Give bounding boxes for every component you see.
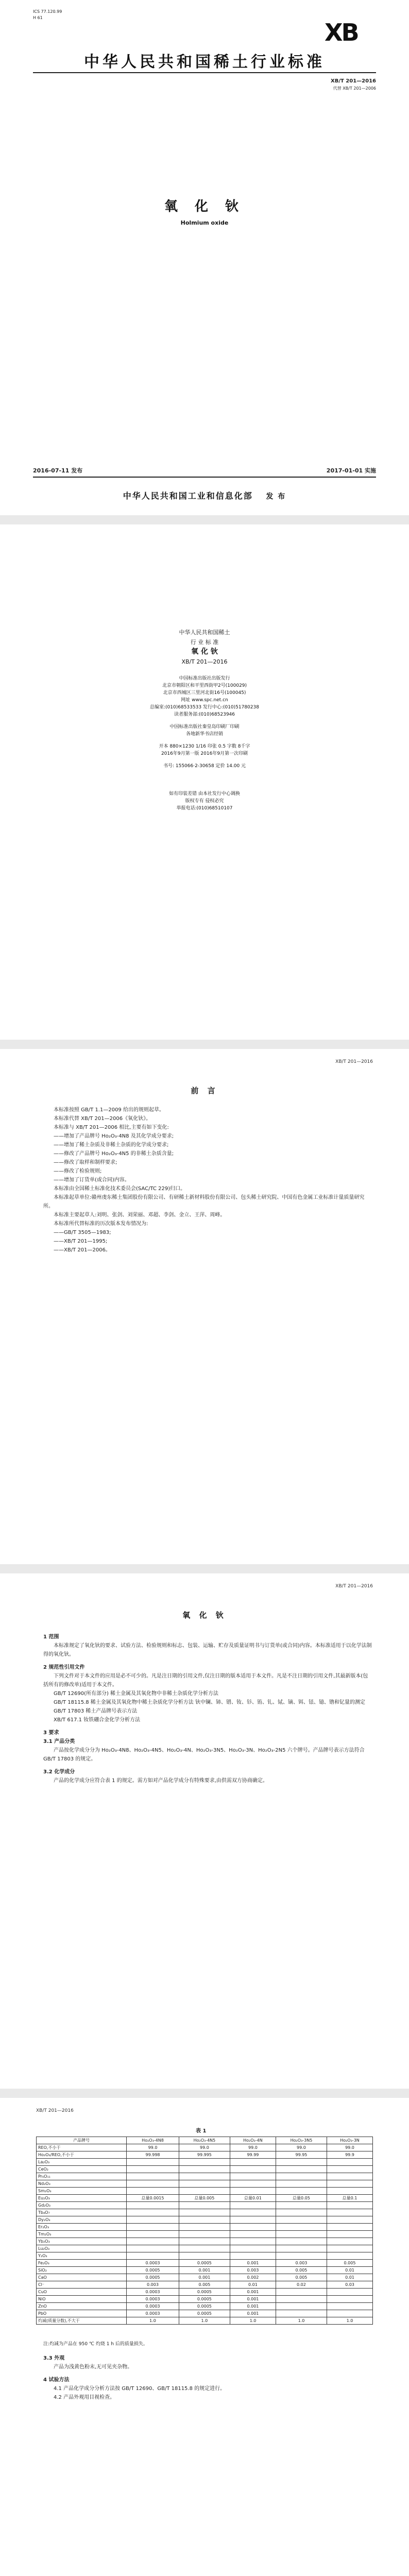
composition-cell: REO,不小于: [37, 2144, 127, 2151]
page-gap: [0, 2089, 409, 2098]
composition-cell: [276, 2216, 327, 2224]
composition-cell: 0.0003: [127, 2310, 179, 2317]
composition-table-row: [37, 2317, 373, 2325]
xb-logo: XB: [325, 19, 358, 46]
composition-cell: 0.0005: [179, 2260, 230, 2267]
composition-cell: [230, 2202, 276, 2209]
publisher-line: 北京市朝阳区和平里西街甲2号(100029): [162, 683, 247, 688]
composition-cell: [179, 2166, 230, 2173]
composition-cell: 0.001: [230, 2260, 276, 2267]
composition-cell: 0.001: [230, 2296, 276, 2303]
composition-cell: [276, 2173, 327, 2180]
composition-cell: [276, 2289, 327, 2296]
composition-table-row: [37, 2296, 373, 2303]
body-paragraph: 4.2 产品外观用目视检查。: [54, 2395, 115, 2400]
body-paragraph: 下列文件对于本文件的应用是必不可少的。凡是注日期的引用文件,仅注日期的版本适用于本文件。凡是不注日期的引用文件,其最新版本(包括所有的修改单)适用于本文件。: [43, 1673, 368, 1688]
composition-cell: [179, 2159, 230, 2166]
body-paragraph: 产品按化学成分分为 Ho₂O₃-4N8、Ho₂O₃-4N5、Ho₂O₃-4N、Ho₂O₃-3N5、Ho₂O₃-3N、Ho₂O₃-2N5 六个牌号。产品牌号表示方法符合 GB/T 17803 的规定。: [43, 1748, 365, 1762]
composition-cell: Eu₂O₃: [37, 2195, 127, 2202]
foreword-para: ——增加了产品牌号 Ho₂O₃-4N8 及其化学成分要求;: [54, 1133, 174, 1139]
composition-cell: [327, 2166, 372, 2173]
composition-cell: [327, 2202, 372, 2209]
composition-cell: [276, 2231, 327, 2238]
composition-cell: [179, 2245, 230, 2252]
foreword-para: ——增加了稀土杂质及非稀土杂质的化学成分要求;: [54, 1142, 169, 1148]
composition-cell: 1.0: [276, 2317, 327, 2325]
composition-cell: 0.01: [327, 2274, 372, 2281]
issuer-suffix: 发 布: [266, 493, 286, 501]
foreword-para: 本标准主要起草人:刘明、张剑、刘荣丽、邓超、李剑、金立、王萍、周峰。: [54, 1212, 226, 1218]
page-header: XB/T 201—2016: [335, 1584, 373, 1589]
page-gap: [0, 1040, 409, 1049]
composition-cell: SiO₂: [37, 2267, 127, 2274]
composition-table-head: [37, 2137, 373, 2144]
page-header: XB/T 201—2016: [36, 2108, 74, 2113]
composition-head-cell: Ho₂O₃-4N: [230, 2137, 276, 2144]
composition-table-row: [37, 2231, 373, 2238]
composition-cell: 99.0: [230, 2144, 276, 2151]
composition-cell: [127, 2166, 179, 2173]
composition-cell: 99.995: [179, 2151, 230, 2159]
issuer-line: [0, 489, 409, 501]
composition-cell: 0.01: [230, 2281, 276, 2289]
composition-cell: [230, 2209, 276, 2216]
composition-table-body: [37, 2137, 373, 2325]
publisher-line: 各地新华书店经销: [185, 732, 223, 737]
composition-cell: [127, 2202, 179, 2209]
composition-head-cell: Ho₂O₃-4N5: [179, 2137, 230, 2144]
notice-line: 如有印装差错 由本社发行中心调换: [169, 791, 240, 796]
composition-cell: [127, 2216, 179, 2224]
composition-cell: 0.001: [230, 2289, 276, 2296]
composition-cell: CaO: [37, 2274, 127, 2281]
composition-cell: [127, 2180, 179, 2188]
composition-cell: [276, 2180, 327, 2188]
composition-cell: [276, 2245, 327, 2252]
composition-cell: Y₂O₃: [37, 2252, 127, 2260]
composition-cell: NiO: [37, 2296, 127, 2303]
foreword-para: ——GB/T 3505—1983;: [54, 1230, 111, 1235]
composition-cell: [230, 2238, 276, 2245]
format-line: 2016年9月第一版 2016年9月第一次印刷: [161, 751, 248, 756]
composition-table-row: [37, 2245, 373, 2252]
imprint-line: 行 业 标 准: [190, 639, 219, 646]
composition-table-row: [37, 2159, 373, 2166]
replaces-note: 代替 XB/T 201—2006: [333, 86, 376, 91]
composition-cell: Cl⁻: [37, 2281, 127, 2289]
composition-cell: 0.0005: [127, 2274, 179, 2281]
page-header: XB/T 201—2016: [335, 1059, 373, 1064]
composition-cell: 1.0: [327, 2317, 372, 2325]
composition-head-cell: 产品牌号: [37, 2137, 127, 2144]
imprint-line: 中华人民共和国稀土: [179, 629, 230, 636]
composition-cell: [230, 2173, 276, 2180]
composition-cell: 0.0003: [127, 2296, 179, 2303]
composition-cell: [127, 2188, 179, 2195]
composition-cell: [230, 2166, 276, 2173]
composition-cell: 0.01: [327, 2267, 372, 2274]
foreword-para: ——修改了检验规则;: [54, 1168, 102, 1174]
publisher-line: 网址 www.spc.net.cn: [181, 698, 228, 703]
composition-cell: 1.0: [230, 2317, 276, 2325]
composition-cell: Ho₂O₃/REO,不小于: [37, 2151, 127, 2159]
composition-cell: 0.005: [276, 2274, 327, 2281]
composition-cell: 99.0: [127, 2144, 179, 2151]
composition-cell: [327, 2289, 372, 2296]
foreword-para: 本标准所代替标准的历次版本发布情况为:: [54, 1221, 148, 1227]
composition-cell: 99.0: [276, 2144, 327, 2151]
composition-cell: [179, 2216, 230, 2224]
cover-page: [0, 0, 409, 515]
composition-cell: [230, 2216, 276, 2224]
composition-cell: [327, 2224, 372, 2231]
composition-table-row: [37, 2180, 373, 2188]
composition-cell: [276, 2238, 327, 2245]
composition-cell: Gd₂O₃: [37, 2202, 127, 2209]
composition-cell: [230, 2231, 276, 2238]
composition-cell: 0.0003: [127, 2260, 179, 2267]
table-followup: [43, 2340, 373, 2402]
implement-date: 2017-01-01 实施: [326, 467, 376, 474]
composition-cell: 0.003: [230, 2267, 276, 2274]
composition-cell: [327, 2296, 372, 2303]
foreword-para: 本标准与 XB/T 201—2006 相比,主要有如下变化:: [54, 1125, 169, 1130]
foreword-para: 本标准按照 GB/T 1.1—2009 给出的规则起草。: [54, 1107, 164, 1113]
composition-cell: [179, 2224, 230, 2231]
composition-cell: [327, 2209, 372, 2216]
page-gap: [0, 515, 409, 524]
composition-cell: [276, 2296, 327, 2303]
composition-cell: Pr₆O₁₁: [37, 2173, 127, 2180]
isbn-line: 书号: 155066·2-30658 定价 14.00 元: [163, 764, 246, 769]
table-note: 注:灼减为产品在 950 ℃ 灼烧 1 h 后的质量损失。: [43, 2342, 148, 2347]
page-gap: [0, 1564, 409, 1573]
foreword-para: ——修改了取样和制样要求;: [54, 1160, 117, 1165]
composition-cell: [179, 2180, 230, 2188]
composition-cell: [230, 2188, 276, 2195]
composition-table-row: [37, 2310, 373, 2317]
composition-table-row: [37, 2173, 373, 2180]
composition-cell: 0.002: [230, 2274, 276, 2281]
foreword-para: ——增加了订货单(或合同)内容。: [54, 1177, 130, 1183]
composition-cell: Sm₂O₃: [37, 2188, 127, 2195]
composition-cell: 0.0003: [127, 2303, 179, 2310]
composition-cell: [327, 2231, 372, 2238]
publisher-line: 总编室:(010)68533533 发行中心:(010)51780238: [150, 705, 259, 710]
ics-code: ICS 77.120.99: [33, 9, 62, 14]
composition-cell: [127, 2159, 179, 2166]
composition-cell: CeO₂: [37, 2166, 127, 2173]
country-standard-title: 中华人民共和国稀土行业标准: [84, 53, 325, 71]
body-text: [43, 1633, 373, 1785]
publisher-line: 中国标准出版社出版发行: [179, 676, 230, 681]
body-page: [0, 1573, 409, 2089]
composition-cell: 0.001: [179, 2267, 230, 2274]
composition-cell: 总量0.05: [276, 2195, 327, 2202]
body-title: 氧 化 钬: [182, 1611, 227, 1620]
composition-table-row: [37, 2303, 373, 2310]
composition-cell: [276, 2209, 327, 2216]
composition-cell: 1.0: [179, 2317, 230, 2325]
composition-cell: [276, 2252, 327, 2260]
composition-cell: [276, 2310, 327, 2317]
composition-cell: [127, 2245, 179, 2252]
section-heading: 3 要求: [43, 1730, 59, 1736]
composition-cell: [327, 2310, 372, 2317]
composition-cell: [276, 2224, 327, 2231]
foreword-para: 本标准代替 XB/T 201—2006《氧化钬》。: [54, 1116, 151, 1122]
notice-line: 版权专有 侵权必究: [185, 799, 224, 804]
composition-head-cell: Ho₂O₃-4N8: [127, 2137, 179, 2144]
reference-item: GB/T 17803 稀土产品牌号表示方法: [54, 1708, 138, 1714]
composition-cell: [230, 2245, 276, 2252]
composition-cell: 99.0: [327, 2144, 372, 2151]
ccs-code: H 61: [33, 15, 43, 20]
composition-cell: [276, 2202, 327, 2209]
composition-cell: [179, 2188, 230, 2195]
foreword-para: ——修改了产品牌号 Ho₂O₃-4N5 的非稀土杂质含量;: [54, 1151, 174, 1157]
composition-cell: [327, 2159, 372, 2166]
composition-cell: [179, 2238, 230, 2245]
composition-cell: 99.998: [127, 2151, 179, 2159]
composition-cell: 99.95: [276, 2151, 327, 2159]
issuer-name: 中华人民共和国工业和信息化部: [123, 491, 253, 501]
foreword-text: [43, 1106, 373, 1255]
imprint-line: 氧 化 钬: [191, 648, 218, 656]
composition-cell: 0.03: [327, 2281, 372, 2289]
composition-cell: [230, 2224, 276, 2231]
composition-table-row: [37, 2202, 373, 2209]
composition-cell: 总量0.0015: [127, 2195, 179, 2202]
composition-table-row: [37, 2260, 373, 2267]
composition-cell: [179, 2231, 230, 2238]
composition-table-row: [37, 2267, 373, 2274]
subsection-heading: 3.1 产品分类: [43, 1739, 75, 1744]
composition-cell: Tb₄O₇: [37, 2209, 127, 2216]
composition-cell: [276, 2188, 327, 2195]
cover-rule-bottom: [33, 477, 376, 478]
composition-cell: La₂O₃: [37, 2159, 127, 2166]
composition-cell: Fe₂O₃: [37, 2260, 127, 2267]
imprint-line: XB/T 201—2016: [181, 658, 228, 665]
composition-cell: 0.003: [127, 2281, 179, 2289]
imprint-block: [0, 628, 409, 812]
composition-head-cell: Ho₂O₃-3N5: [276, 2137, 327, 2144]
composition-cell: [179, 2173, 230, 2180]
composition-head-cell: Ho₂O₃-3N: [327, 2137, 372, 2144]
composition-cell: [179, 2252, 230, 2260]
reference-item: GB/T 18115.8 稀土金属及其氧化物中稀土杂质化学分析方法 钬中镧、铈、镨、钕、钐、铕、钆、铽、镝、铒、铥、镱、镥和钇量的测定: [54, 1700, 365, 1705]
composition-cell: Dy₂O₃: [37, 2216, 127, 2224]
composition-table-row: [37, 2281, 373, 2289]
subsection-heading: 3.3 外观: [43, 2355, 65, 2361]
composition-cell: 总量0.005: [179, 2195, 230, 2202]
reference-item: XB/T 617.1 钕铁硼合金化学分析方法: [54, 1717, 141, 1723]
composition-cell: 灼减(质量分数),不大于: [37, 2317, 127, 2325]
composition-table-row: [37, 2144, 373, 2151]
table-page: [0, 2098, 409, 2576]
composition-cell: 99.0: [179, 2144, 230, 2151]
foreword-para: 本标准起草单位:赣州虔东稀土集团股份有限公司、有研稀土新材料股份有限公司、包头稀土研究院、中国有色金属工业标准计量质量研究所。: [43, 1195, 365, 1209]
body-paragraph: 本标准规定了氧化钬的要求、试验方法、检验规则和标志、包装、运输、贮存及质量证明书与订货单(或合同)内容。本标准适用于以化学法制得的氧化钬。: [43, 1643, 372, 1657]
notice-line: 举报电话:(010)68510107: [176, 806, 233, 811]
composition-cell: 0.001: [230, 2310, 276, 2317]
composition-cell: Er₂O₃: [37, 2224, 127, 2231]
table-caption: 表 1: [196, 2128, 207, 2134]
composition-cell: 0.005: [179, 2281, 230, 2289]
composition-cell: ZnO: [37, 2303, 127, 2310]
composition-cell: 0.003: [276, 2260, 327, 2267]
imprint-page: [0, 524, 409, 1040]
composition-cell: 总量0.1: [327, 2195, 372, 2202]
composition-cell: 99.99: [230, 2151, 276, 2159]
cover-rule-top: [33, 72, 376, 73]
composition-cell: [276, 2159, 327, 2166]
composition-table-row: [37, 2151, 373, 2159]
composition-cell: [327, 2188, 372, 2195]
composition-cell: Lu₂O₃: [37, 2245, 127, 2252]
composition-cell: [230, 2252, 276, 2260]
composition-cell: [327, 2252, 372, 2260]
composition-table-row: [37, 2216, 373, 2224]
foreword-page: [0, 1049, 409, 1564]
composition-table-row: [37, 2209, 373, 2216]
publisher-line: 中国标准出版社秦皇岛印刷厂印刷: [169, 724, 240, 730]
composition-cell: [327, 2216, 372, 2224]
section-heading: 2 规范性引用文件: [43, 1665, 85, 1670]
foreword-title: 前 言: [191, 1086, 218, 1095]
composition-cell: [327, 2238, 372, 2245]
composition-cell: [127, 2238, 179, 2245]
composition-cell: [179, 2209, 230, 2216]
composition-cell: 99.9: [327, 2151, 372, 2159]
composition-table-row: [37, 2166, 373, 2173]
section-heading: 1 范围: [43, 1634, 59, 1640]
subsection-heading: 3.2 化学成分: [43, 1769, 75, 1775]
standard-number: XB/T 201—2016: [331, 78, 376, 84]
composition-cell: [127, 2252, 179, 2260]
composition-cell: [127, 2209, 179, 2216]
composition-cell: [327, 2180, 372, 2188]
composition-cell: Nd₂O₃: [37, 2180, 127, 2188]
composition-table-row: [37, 2274, 373, 2281]
format-line: 开本 880×1230 1/16 印张 0.5 字数 8千字: [159, 744, 250, 749]
composition-table-row: [37, 2289, 373, 2296]
composition-cell: [230, 2180, 276, 2188]
composition-cell: [327, 2173, 372, 2180]
foreword-para: 本标准由全国稀土标准化技术委员会(SAC/TC 229)归口。: [54, 1186, 186, 1192]
composition-cell: 0.02: [276, 2281, 327, 2289]
composition-cell: 0.0005: [179, 2310, 230, 2317]
composition-cell: 0.0005: [179, 2296, 230, 2303]
composition-cell: Yb₂O₃: [37, 2238, 127, 2245]
standard-title-cn: 氧 化 钬: [164, 199, 245, 214]
composition-cell: [179, 2202, 230, 2209]
composition-cell: [127, 2231, 179, 2238]
composition-cell: CuO: [37, 2289, 127, 2296]
composition-cell: 0.001: [179, 2274, 230, 2281]
publisher-line: 北京市西城区三里河北街16号(100045): [163, 690, 246, 696]
publisher-line: 读者服务部:(010)68523946: [174, 712, 235, 717]
standard-title-en: Holmium oxide: [180, 219, 229, 226]
composition-cell: [276, 2303, 327, 2310]
composition-cell: 1.0: [127, 2317, 179, 2325]
composition-cell: [230, 2159, 276, 2166]
reference-item: GB/T 12690(所有部分) 稀土金属及其氧化物中非稀土杂质化学分析方法: [54, 1691, 219, 1697]
foreword-para: ——XB/T 201—2006。: [54, 1247, 111, 1253]
composition-cell: PbO: [37, 2310, 127, 2317]
body-paragraph: 产品为浅黄色粉末,无可见夹杂物。: [54, 2364, 133, 2370]
composition-cell: 0.001: [230, 2303, 276, 2310]
composition-cell: 总量0.01: [230, 2195, 276, 2202]
composition-table-row: [37, 2238, 373, 2245]
composition-cell: [127, 2173, 179, 2180]
composition-table-row: [37, 2252, 373, 2260]
composition-cell: [276, 2166, 327, 2173]
composition-table-row: [37, 2224, 373, 2231]
composition-cell: 0.0005: [127, 2267, 179, 2274]
foreword-para: ——XB/T 201—1995;: [54, 1239, 108, 1244]
body-paragraph: 产品的化学成分应符合表 1 的规定。需方如对产品化学成分有特殊要求,由供需双方协商确定。: [54, 1778, 268, 1784]
composition-cell: 0.0005: [179, 2289, 230, 2296]
composition-cell: 0.005: [327, 2260, 372, 2267]
composition-table: [36, 2137, 373, 2325]
composition-cell: [327, 2303, 372, 2310]
composition-cell: [127, 2224, 179, 2231]
composition-cell: Tm₂O₃: [37, 2231, 127, 2238]
publish-date: 2016-07-11 发布: [33, 467, 83, 474]
composition-cell: 0.0005: [179, 2303, 230, 2310]
composition-table-row: [37, 2195, 373, 2202]
composition-cell: 0.0003: [127, 2289, 179, 2296]
section-heading: 4 试验方法: [43, 2377, 70, 2383]
body-paragraph: 4.1 产品化学成分分析方法按 GB/T 12690、GB/T 18115.8 的规定进行。: [54, 2386, 226, 2392]
composition-table-row: [37, 2188, 373, 2195]
composition-cell: [327, 2245, 372, 2252]
composition-cell: 0.005: [276, 2267, 327, 2274]
